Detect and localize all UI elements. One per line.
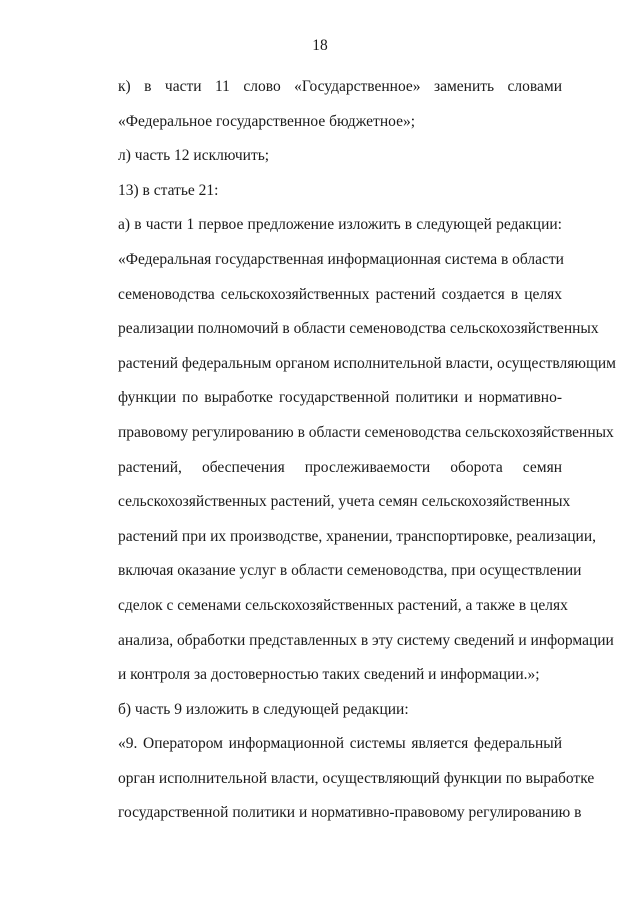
text-line: 13) в статье 21: bbox=[118, 181, 219, 199]
paragraph-k bbox=[78, 70, 562, 139]
text-line: семеноводства сельскохозяйственных растений создается в целях bbox=[118, 285, 562, 303]
text-line: к) в части 11 слово «Государственное» заменить словами bbox=[118, 78, 562, 95]
text-line: орган исполнительной власти, осуществляющий функции по выработке bbox=[118, 769, 595, 787]
paragraph-b bbox=[78, 693, 562, 728]
text-line: анализа, обработки представленных в эту систему сведений и информации bbox=[118, 631, 614, 649]
text-line: растений при их производстве, хранении, транспортировке, реализации, bbox=[118, 527, 597, 545]
text-line: сделок с семенами сельскохозяйственных растений, а также в целях bbox=[118, 596, 568, 614]
page-number: 18 bbox=[312, 37, 328, 54]
text-line: функции по выработке государственной политики и нормативно- bbox=[118, 389, 562, 407]
text-line: государственной политики и нормативно-правовому регулированию в bbox=[118, 804, 582, 822]
text-line: и контроля за достоверностью таких сведений и информации.»; bbox=[118, 666, 540, 684]
text-line: сельскохозяйственных растений, учета семян сельскохозяйственных bbox=[118, 493, 571, 511]
paragraph-13 bbox=[78, 174, 562, 209]
text-line: растений федеральным органом исполнительной власти, осуществляющим bbox=[118, 354, 616, 372]
text-line: б) часть 9 изложить в следующей редакции: bbox=[118, 700, 409, 718]
text-line: реализации полномочий в области семеноводства сельскохозяйственных bbox=[118, 320, 599, 338]
document-body bbox=[78, 70, 616, 831]
text-line: «9. Оператором информационной системы является федеральный bbox=[118, 735, 562, 753]
text-line: «Федеральное государственное бюджетное»; bbox=[118, 112, 416, 130]
text-line: включая оказание услуг в области семеноводства, при осуществлении bbox=[118, 562, 582, 580]
text-line: растений, обеспечения прослеживаемости оборота семян bbox=[118, 458, 562, 476]
paragraph-9 bbox=[78, 727, 595, 831]
text-line: а) в части 1 первое предложение изложить в следующей редакции: bbox=[118, 216, 562, 234]
paragraph-a bbox=[78, 208, 616, 692]
text-line: л) часть 12 исключить; bbox=[118, 147, 270, 165]
paragraph-l bbox=[78, 139, 562, 174]
text-line: правовому регулированию в области семеноводства сельскохозяйственных bbox=[118, 423, 614, 441]
text-line: «Федеральная государственная информационная система в области bbox=[118, 250, 564, 268]
